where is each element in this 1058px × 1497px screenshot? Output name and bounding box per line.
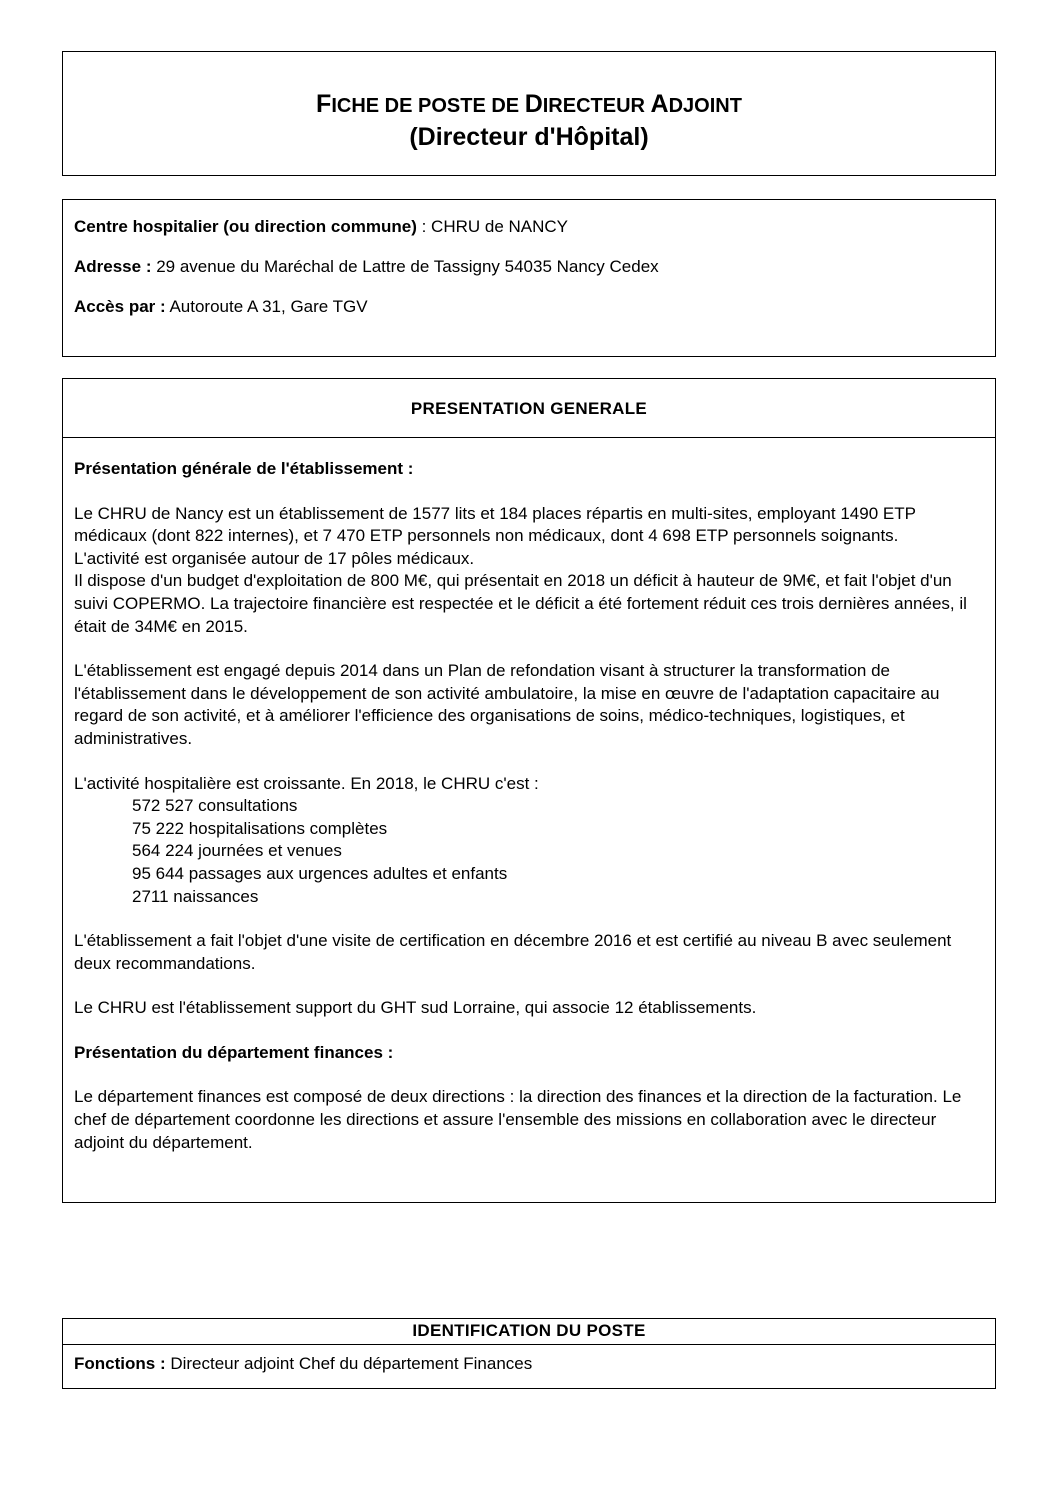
paragraph: Le CHRU est l'établissement support du GHT sud Lorraine, qui associe 12 établissements. bbox=[74, 998, 757, 1018]
stat-item: 75 222 hospitalisations complètes bbox=[132, 818, 388, 838]
presentation-header: PRESENTATION GENERALE bbox=[63, 379, 995, 438]
title-part: ICHE DE POSTE DE bbox=[331, 95, 525, 117]
paragraph: L'établissement a fait l'objet d'une visite de certification en décembre 2016 et est certifié au niveau B avec seulement deux recommandations. bbox=[74, 931, 952, 973]
centre-label: Centre hospitalier (ou direction commune) bbox=[74, 217, 417, 236]
stat-item: 2711 naissances bbox=[132, 886, 259, 906]
stat-item: 95 644 passages aux urgences adultes et enfants bbox=[132, 863, 508, 883]
paragraph: L'activité hospitalière est croissante. En 2018, le CHRU c'est : bbox=[74, 773, 539, 793]
title-part: D bbox=[524, 90, 543, 118]
establishment-info-box bbox=[62, 199, 996, 357]
presentation-section bbox=[62, 378, 996, 1203]
document-title bbox=[63, 89, 995, 121]
stat-item: 572 527 consultations bbox=[132, 796, 298, 816]
title-part: DJOINT bbox=[668, 95, 742, 117]
centre-value: : CHRU de NANCY bbox=[416, 217, 569, 236]
establishment-heading: Présentation générale de l'établissement : bbox=[74, 459, 414, 478]
centre-line bbox=[74, 216, 984, 256]
identification-header: IDENTIFICATION DU POSTE bbox=[63, 1319, 995, 1345]
title-part: A bbox=[650, 90, 669, 118]
department-heading: Présentation du département finances : bbox=[74, 1042, 394, 1062]
acces-line bbox=[74, 296, 984, 336]
paragraph: Il dispose d'un budget d'exploitation de 800 M€, qui présentait en 2018 un déficit à hauteur de 9M€, et fait l'objet d'un suivi COPERMO. La trajectoire financière est respectée et le déficit a été fortement réduit ces trois dernières années, il était de 34M€ en 2015. bbox=[74, 571, 967, 636]
identification-section bbox=[62, 1318, 996, 1389]
fonctions-line bbox=[63, 1345, 995, 1375]
paragraph: Le CHRU de Nancy est un établissement de 1577 lits et 184 places répartis en multi-sites, employant 1490 ETP médicaux (dont 822 internes), et 7 470 ETP personnels non médicaux, dont 4 698 ETP personnels soignants. bbox=[74, 503, 916, 546]
title-part: F bbox=[316, 90, 332, 118]
acces-label: Accès par : bbox=[74, 297, 166, 316]
title-part: IRECTEUR bbox=[542, 95, 651, 117]
adresse-label: Adresse : bbox=[74, 257, 152, 276]
activity-stats-list bbox=[74, 795, 984, 908]
paragraph: Le département finances est composé de deux directions : la direction des finances et la direction de la facturation. Le chef de département coordonne les directions et assure l'ensemble des missions en collaboration avec le directeur adjoint du département. bbox=[74, 1087, 962, 1152]
document-subtitle: (Directeur d'Hôpital) bbox=[409, 123, 649, 151]
document-title-box bbox=[62, 51, 996, 176]
adresse-line bbox=[74, 256, 984, 296]
paragraph: L'activité est organisée autour de 17 pôles médicaux. bbox=[74, 548, 475, 568]
paragraph: L'établissement est engagé depuis 2014 dans un Plan de refondation visant à structurer la transformation de l'établissement dans le développement de son activité ambulatoire, la mise en œuvre de l'adaptation capacitaire au regard de son activité, et à améliorer l'efficience des organisations de soins, médico-techniques, logistiques, et administratives. bbox=[74, 661, 940, 748]
stat-item: 564 224 journées et venues bbox=[132, 841, 342, 861]
fonctions-label: Fonctions : bbox=[74, 1354, 166, 1373]
acces-value: Autoroute A 31, Gare TGV bbox=[165, 297, 368, 316]
presentation-body bbox=[63, 438, 995, 1154]
adresse-value: 29 avenue du Maréchal de Lattre de Tassigny 54035 Nancy Cedex bbox=[151, 257, 659, 276]
fonctions-value: Directeur adjoint Chef du département Finances bbox=[165, 1354, 533, 1373]
